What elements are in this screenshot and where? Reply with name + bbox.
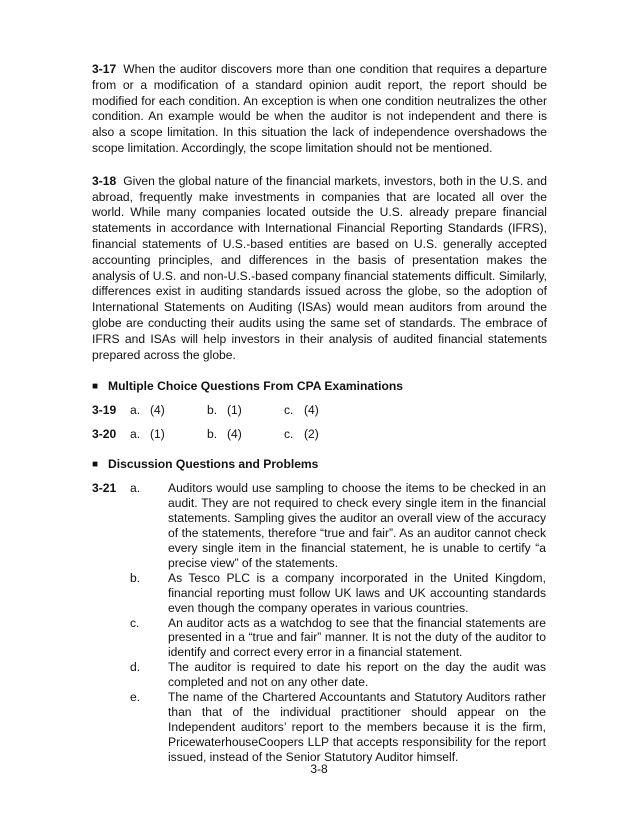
answer-3-18: [92, 174, 547, 364]
question-number: 3-17: [92, 62, 117, 76]
question-number: 3-19: [92, 403, 117, 418]
mcq-option: a. (1): [130, 427, 165, 442]
section-heading-mcq: [92, 379, 547, 393]
mcq-option: b. (4): [207, 427, 242, 442]
item-text: Auditors would use sampling to choose the items to be checked in an audit. They are not required to check every single item in the financial statements. Sampling gives the auditor an overall view of the accuracy of the statements, therefore “true and fair”. As an auditor cannot check every single item in the financial statement, he is unable to certify “a precise view” of the statements.: [168, 481, 546, 570]
item-text: An auditor acts as a watchdog to see that the financial statements are presented in a “true and fair” manner. It is not the duty of the auditor to identify and correct every error in a financial statement.: [168, 615, 546, 660]
mcq-option: b. (1): [207, 403, 242, 418]
list-item: [92, 571, 547, 616]
answer-text: When the auditor discovers more than one condition that requires a departure from or a modification of a standard opinion audit report, the report should be modified for each condition. An exception is when one condition neutralizes the other condition. An example would be when the auditor is not independent and there is also a scope limitation. In this situation the lack of independence overshadows the scope limitation. Accordingly, the scope limitation should not be mentioned.: [92, 62, 547, 155]
section-title: Discussion Questions and Problems: [108, 457, 319, 472]
question-number: 3-20: [92, 427, 117, 442]
item-letter: a.: [130, 481, 141, 496]
item-letter: d.: [130, 660, 141, 675]
question-number: 3-18: [92, 173, 117, 188]
section-title: Multiple Choice Questions From CPA Examinations: [108, 379, 404, 394]
section-heading-discussion: [92, 457, 547, 471]
list-item: [92, 481, 547, 570]
mcq-row-3-20: [92, 427, 547, 441]
list-item: [92, 690, 547, 765]
square-bullet-icon: ■: [92, 458, 99, 470]
item-text: As Tesco PLC is a company incorporated in the United Kingdom, financial reporting must follow UK laws and UK accounting standards even though the company operates in various countries.: [168, 570, 546, 615]
item-letter: e.: [130, 690, 141, 705]
mcq-option: c. (2): [284, 427, 319, 442]
item-letter: c.: [130, 615, 140, 630]
mcq-row-3-19: [92, 403, 547, 417]
question-number: 3-21: [92, 481, 117, 496]
discussion-3-21: [92, 481, 547, 764]
document-page: [92, 62, 547, 765]
item-text: The name of the Chartered Accountants and Statutory Auditors rather than that of the individual practitioner should appear on the Independent auditors’ report to the members because it is the firm, PricewaterhouseCoopers LLP that accepts responsibility for the report issued, instead of the Senior Statutory Auditor himself.: [168, 690, 546, 764]
list-item: [92, 616, 547, 661]
answer-3-17: [92, 62, 547, 157]
square-bullet-icon: ■: [92, 380, 99, 392]
answer-text: Given the global nature of the financial markets, investors, both in the U.S. and abroad, frequently make investments in companies that are located all over the world. While many companies located outside the U.S. already prepare financial statements in accordance with International Financial Reporting Standards (IFRS), financial statements of U.S.-based entities are based on U.S. generally accepted accounting principles, and differences in the basis of presentation makes the analysis of U.S. and non-U.S.-based company financial statements difficult. Similarly, differences exist in auditing standards issued across the globe, so the adoption of International Statements on Auditing (ISAs) would mean auditors from around the globe are conducting their audits using the same set of standards. The embrace of IFRS and ISAs will help investors in their analysis of audited financial statements prepared across the globe.: [92, 173, 547, 362]
page-number: 3-8: [310, 762, 328, 776]
item-letter: b.: [130, 570, 141, 585]
list-item: [92, 660, 547, 690]
item-text: The auditor is required to date his report on the day the audit was completed and not on any other date.: [168, 660, 546, 690]
mcq-option: c. (4): [284, 403, 319, 418]
mcq-option: a. (4): [130, 403, 165, 418]
